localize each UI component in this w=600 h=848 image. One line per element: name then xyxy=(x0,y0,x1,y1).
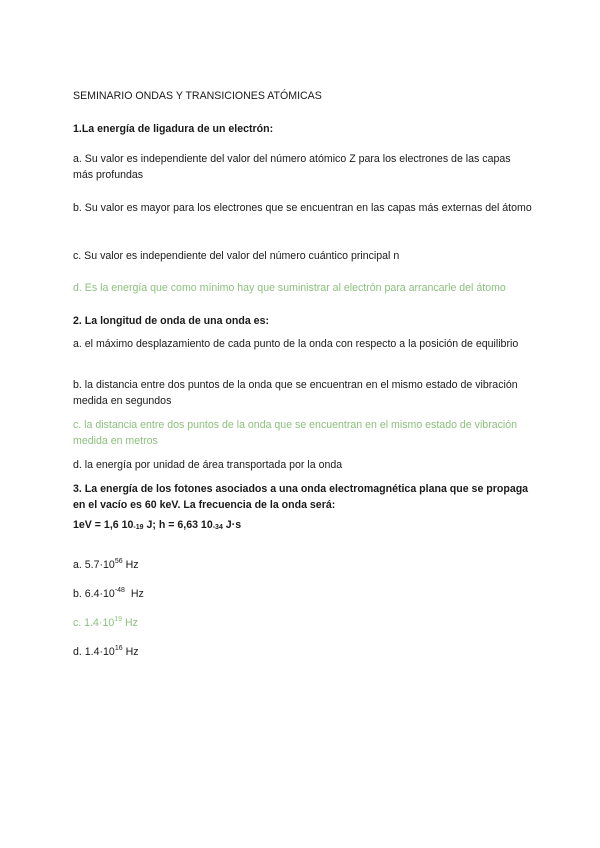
question-2-option-a: a. el máximo desplazamiento de cada punto de la onda con respecto a la posición de equilibrio xyxy=(73,338,519,350)
question-1-option-b: b. Su valor es mayor para los electrones que se encuentran en las capas más externas del átomo xyxy=(73,202,532,214)
option-d-exponent: 16 xyxy=(114,645,123,652)
option-c-exponent: 19 xyxy=(114,616,123,623)
question-1-option-d-correct: d. Es la energía que como mínimo hay que suministrar al electrón para arrancarle del átomo xyxy=(73,282,506,294)
option-a-unit: Hz xyxy=(122,559,139,571)
constants-exponent-1: -19 xyxy=(133,524,144,531)
question-2-option-d: d. la energía por unidad de área transportada por la onda xyxy=(73,459,343,471)
question-2-heading: 2. La longitud de onda de una onda es: xyxy=(73,315,269,327)
question-3-constants xyxy=(73,517,533,536)
question-1-option-c: c. Su valor es independiente del valor del número cuántico principal n xyxy=(73,250,400,262)
option-a-exponent: 56 xyxy=(114,558,123,565)
option-b-mantissa: b. 6.4·10 xyxy=(73,588,115,600)
question-1-heading: 1.La energía de ligadura de un electrón: xyxy=(73,123,274,135)
question-3-option-a xyxy=(73,557,533,573)
constants-part-1: 1eV = 1,6 10 xyxy=(73,519,134,531)
question-3-option-c-correct xyxy=(73,615,533,631)
option-c-unit: Hz xyxy=(122,617,138,629)
option-d-unit: Hz xyxy=(122,646,139,658)
constants-part-3: J·s xyxy=(222,519,242,531)
option-a-mantissa: a. 5.7·10 xyxy=(73,559,115,571)
option-b-exponent: -48 xyxy=(114,587,125,594)
option-b-unit: Hz xyxy=(124,588,144,600)
option-d-mantissa: d. 1.4·10 xyxy=(73,646,115,658)
question-3-option-b xyxy=(73,586,533,602)
question-3-heading: 3. La energía de los fotones asociados a una onda electromagnética plana que se propaga en el vacío es 60 keV. La frecuencia de la onda será: xyxy=(73,483,529,511)
question-2-option-b: b. la distancia entre dos puntos de la onda que se encuentran en el mismo estado de vibración medida en segundos xyxy=(73,379,518,407)
document-title: SEMINARIO ONDAS Y TRANSICIONES ATÓMICAS xyxy=(73,90,322,102)
option-c-mantissa: c. 1.4·10 xyxy=(73,617,115,629)
question-2-option-c-correct: c. la distancia entre dos puntos de la onda que se encuentran en el mismo estado de vibración medida en metros xyxy=(73,419,518,447)
question-1-option-a: a. Su valor es independiente del valor del número atómico Z para los electrones de las capas más profundas xyxy=(73,153,511,181)
question-3-option-d xyxy=(73,644,533,660)
constants-exponent-2: -34 xyxy=(212,524,223,531)
constants-part-2: J; h = 6,63 10 xyxy=(143,519,213,531)
